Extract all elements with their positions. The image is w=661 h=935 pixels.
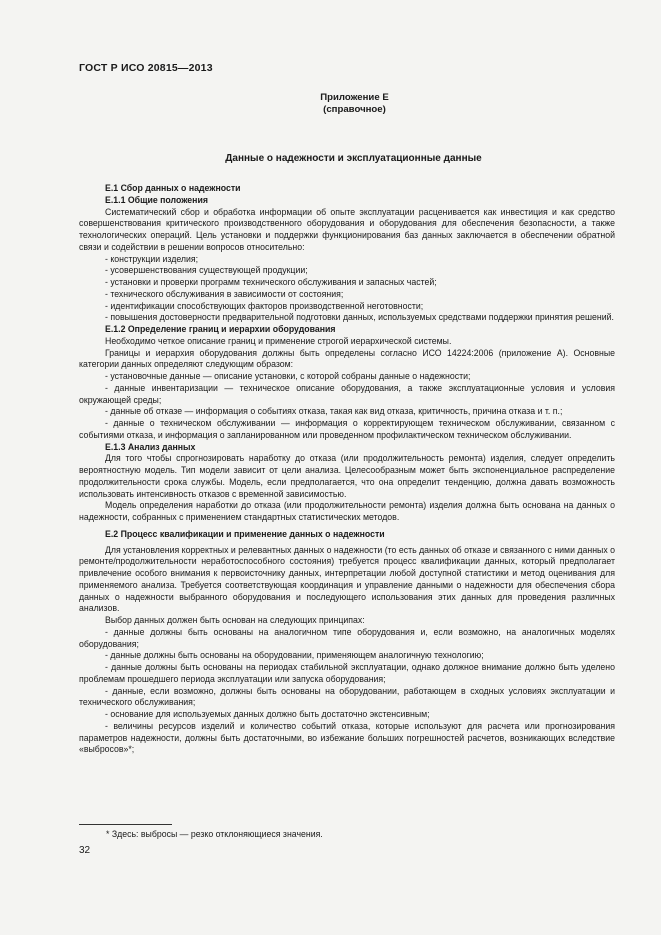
list-item: - данные об отказе — информация о событиях отказа, такая как вид отказа, критичность, причина отказа и т. п.;	[105, 406, 563, 417]
page-number: 32	[79, 845, 91, 856]
section-heading: Е.2 Процесс квалификации и применение данных о надежности	[105, 528, 385, 539]
list-item: - данные должны быть основаны на аналогичном типе оборудования и, если возможно, на аналогичных моделях оборудования;	[79, 626, 615, 649]
list-item: - установки и проверки программ технического обслуживания и запасных частей;	[105, 277, 437, 287]
list-item: - усовершенствования существующей продукции;	[105, 265, 308, 276]
footnote-divider	[79, 824, 172, 825]
section-heading: Е.1 Сбор данных о надежности	[105, 183, 241, 193]
paragraph: Границы и иерархия оборудования должны быть определены согласно ИСО 14224:2006 (приложение А). Основные категории данных определяют следующим образом:	[79, 347, 615, 370]
paragraph: Необходимо четкое описание границ и применение строгой иерархической системы.	[105, 335, 452, 346]
subsection-heading: Е.1.3 Анализ данных	[105, 441, 196, 452]
list-item: - данные инвентаризации — техническое описание оборудования, а также эксплуатационные условия и условия окружающей среды;	[79, 382, 615, 405]
paragraph: Для установления корректных и релевантных данных о надежности (то есть данных об отказе и связанного с ними данных о ремонте/продолжительности неработоспособного состояния) требуется процесс квалификации данных, который предполагает привлечение особого внимания к первоисточнику данных, интерпретации любой доступной статистики и метод оценивания для применяемого анализа. Требуется соответствующая координация и управление данными о надежности для обеспечения сбора данных о надежности выбранного оборудования и последующего использования этих данных для проведения различных анализов.	[79, 544, 615, 614]
list-item: - установочные данные — описание установки, с которой собраны данные о надежности;	[105, 371, 471, 381]
annex-subtitle: (справочное)	[323, 104, 386, 115]
list-item: - данные должны быть основаны на оборудовании, применяющем аналогичную технологию;	[105, 650, 484, 661]
list-item: - основание для используемых данных должно быть достаточно экстенсивным;	[105, 709, 430, 719]
paragraph: Модель определения наработки до отказа (или продолжительности ремонта) изделия должна быть основана на данных о надежности, собранных с применением стандартных статистических методов.	[79, 500, 615, 522]
list-item: - идентификации способствующих факторов производственной неготовности;	[105, 300, 424, 311]
list-item: - повышения достоверности предварительной подготовки данных, используемых средствами поддержки принятия решений.	[105, 312, 614, 323]
list-item: - величины ресурсов изделий и количество событий отказа, которые используют для расчета или прогнозирования параметров надежности, должны быть достаточными, во избежание больших погрешностей расчетов, возникающих вследствие «выбросов»*;	[79, 720, 615, 755]
subsection-heading: Е.1.2 Определение границ и иерархии оборудования	[105, 324, 336, 334]
page-title	[0, 153, 661, 164]
annex-title: Приложение Е	[320, 92, 389, 103]
paragraph: Систематический сбор и обработка информации об опыте эксплуатации расценивается как инвестиция и как средство совершенствования критического производственного оборудования и оборудования для обеспечения безопасности, а также технологических операций. Цель установки и поддержки функционирования баз данных заключается в обеспечении обратной связи и содействии в решении вопросов относительно:	[79, 206, 615, 252]
list-item: - данные должны быть основаны на периодах стабильной эксплуатации, однако должное внимание должно быть уделено проблемам прошедшего периода эксплуатации или запуска оборудования;	[79, 662, 615, 684]
subsection-heading: Е.1.1 Общие положения	[105, 194, 208, 205]
document-code: ГОСТ Р ИСО 20815—2013	[79, 62, 213, 74]
list-item: - технического обслуживания в зависимости от состояния;	[105, 288, 344, 299]
paragraph: Выбор данных должен быть основан на следующих принципах:	[105, 615, 365, 625]
list-item: - конструкции изделия;	[105, 253, 199, 264]
body-text	[79, 183, 615, 756]
footnote: * Здесь: выбросы — резко отклоняющиеся значения.	[106, 829, 323, 839]
annex-heading	[0, 92, 661, 116]
page-title-text: Данные о надежности и эксплуатационные данные	[225, 153, 482, 164]
list-item: - данные, если возможно, должны быть основаны на оборудовании, работающем в сходных условиях эксплуатации и технического обслуживания;	[79, 685, 615, 708]
paragraph: Для того чтобы спрогнозировать наработку до отказа (или продолжительность ремонта) изделия, следует определить вероятностную модель. Тип модели зависит от цели анализа. Целесообразным может быть экспоненциальное распределение продолжительности срока службы. Модель, если предполагается, что она определит тенденцию, должна давать возможность использовать интенсивность отказов с временной зависимостью.	[79, 453, 615, 499]
list-item: - данные о техническом обслуживании — информация о корректирующем техническом обслуживании, связанном с событиями отказа, и информация о запланированном или проведенном профилактическом техническом обслуживании.	[79, 418, 615, 440]
